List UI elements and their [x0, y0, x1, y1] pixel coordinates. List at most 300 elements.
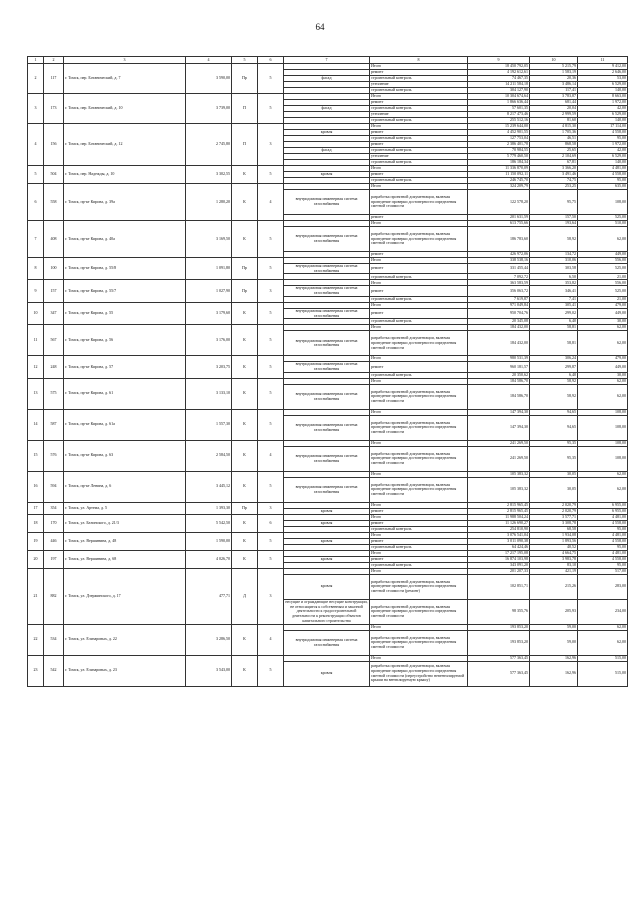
cost-per-sqm: 2 104,69	[530, 154, 578, 160]
work-description: Итого	[370, 532, 468, 538]
address: г. Томск, пер. Ботанический, д. 7	[64, 64, 186, 94]
cost-per-sqm: 3 308,78	[530, 520, 578, 526]
work-description: Итого	[370, 624, 468, 630]
cost-per-sqm: 95,35	[530, 446, 578, 471]
header-cell: 9	[468, 57, 530, 64]
wall-material: Д	[232, 568, 258, 624]
area: 477,71	[186, 568, 232, 624]
building-id: 567	[44, 325, 64, 356]
cost-per-sqm: 421,19	[530, 568, 578, 574]
cost-total: 201 207,33	[468, 568, 530, 574]
cost-limit: 1 972,00	[578, 100, 628, 106]
building-id: 558	[44, 184, 64, 221]
cost-total: 127 753,04	[468, 136, 530, 142]
work-description: строительный контроль	[370, 106, 468, 112]
cost-per-sqm: 74,75	[530, 178, 578, 184]
building-id: 170	[44, 514, 64, 532]
cost-total: 147 394,30	[468, 415, 530, 440]
work-description: Итого	[370, 378, 468, 384]
cost-total: 241 269,50	[468, 446, 530, 471]
cost-total: 3 011 090,38	[468, 538, 530, 544]
building-id: 504	[44, 166, 64, 184]
work-type: внутридомовая инженерная система газоснабжения	[284, 331, 370, 356]
cost-limit: 62,00	[578, 325, 628, 331]
work-description: Итого	[370, 302, 468, 308]
cost-total: 184 432,00	[468, 331, 530, 356]
work-description: разработка проектной документации, включая проведение проверки достоверности определения сметной стоимости	[370, 227, 468, 252]
header-cell: 6	[258, 57, 284, 64]
work-description: Итого	[370, 514, 468, 520]
header-cell: 7	[284, 57, 370, 64]
cost-per-sqm: 25,65	[530, 148, 578, 154]
cost-per-sqm: 95,35	[530, 440, 578, 446]
address: г. Томск, пр-кт Кирова, д. 57	[64, 356, 186, 378]
cost-total: 18 450 792,05	[468, 64, 530, 70]
address: г. Томск, ул. Вершинина, д. 68	[64, 550, 186, 568]
register-table-container	[27, 56, 627, 687]
cost-limit: 140,00	[578, 118, 628, 124]
cost-total: 201 631,59	[468, 215, 530, 221]
cost-total: 74 467,35	[468, 76, 530, 82]
cost-limit: 510,00	[578, 221, 628, 227]
work-type: внутридомовая инженерная система газоснабжения	[284, 446, 370, 471]
work-description: Итого	[370, 471, 468, 477]
work-type: кровля	[284, 508, 370, 514]
row-number: 21	[28, 568, 44, 624]
address: г. Томск, пр-кт Кирова, д. 61а	[64, 409, 186, 440]
cost-per-sqm: 58,92	[530, 384, 578, 409]
cost-limit: 234,00	[578, 599, 628, 624]
cost-limit: 62,00	[578, 384, 628, 409]
header-cell: 8	[370, 57, 468, 64]
address: г. Томск, ул. Елизаровых, д. 22	[64, 624, 186, 655]
cost-total: 331 455,44	[468, 264, 530, 274]
wall-material: К	[232, 221, 258, 258]
address: г. Томск, ул. Артема, д. 5	[64, 502, 186, 514]
building-id: 347	[44, 302, 64, 324]
work-description: ремонт	[370, 172, 468, 178]
cost-per-sqm: 83,10	[530, 562, 578, 568]
work-description: строительный контроль	[370, 526, 468, 532]
cost-total: 338 538,16	[468, 258, 530, 264]
page-number: 64	[315, 22, 325, 32]
row-number: 7	[28, 221, 44, 258]
work-description: разработка проектной документации, включая проведение проверки достоверности определения сметной стоимости	[370, 331, 468, 356]
work-type: внутридомовая инженерная система газоснабжения	[284, 308, 370, 318]
address: г. Томск, пер. Ботанический, д. 10	[64, 94, 186, 124]
cost-limit: 140,00	[578, 160, 628, 166]
cost-per-sqm: 59,00	[530, 630, 578, 655]
building-id: 882	[44, 568, 64, 624]
cost-total: 16 874 103,98	[468, 556, 530, 562]
cost-per-sqm: 5 215,79	[530, 64, 578, 70]
work-type: внутридомовая инженерная система газоснабжения	[284, 415, 370, 440]
cost-total: 10 304 674,64	[468, 94, 530, 100]
cost-total: 3 076 541,04	[468, 532, 530, 538]
cost-per-sqm: 162,96	[530, 655, 578, 661]
cost-limit: 53,00	[578, 76, 628, 82]
wall-material: К	[232, 166, 258, 184]
work-description: ремонт	[370, 252, 468, 258]
address: г. Томск, пр-кт Кирова, д. 55/8	[64, 258, 186, 280]
work-description: разработка проектной документации, включая проведение проверки достоверности определения сметной стоимости (ремонт)	[370, 574, 468, 599]
cost-limit: 95,00	[578, 136, 628, 142]
cost-total: 254 810,90	[468, 526, 530, 532]
cost-total: 577 363,45	[468, 661, 530, 686]
cost-total: 7 619,87	[468, 296, 530, 302]
cost-per-sqm: 81,60	[530, 118, 578, 124]
work-description: ремонт	[370, 286, 468, 296]
cost-total: 70 984,55	[468, 148, 530, 154]
cost-limit: 42,00	[578, 106, 628, 112]
cost-limit: 108,00	[578, 190, 628, 215]
cost-limit: 9 412,00	[578, 64, 628, 70]
work-type: кровля	[284, 556, 370, 562]
floors: 5	[258, 94, 284, 124]
cost-per-sqm: 46,51	[530, 136, 578, 142]
work-description: разработка проектной документации, включая проведение проверки достоверности определения сметной стоимости	[370, 190, 468, 215]
cost-total: 11 336 870,09	[468, 166, 530, 172]
work-type: внутридомовая инженерная система газоснабжения	[284, 264, 370, 274]
cost-limit: 4 558,00	[578, 130, 628, 136]
floors: 6	[258, 514, 284, 532]
cost-per-sqm: 58,92	[530, 378, 578, 384]
work-description: Итого	[370, 221, 468, 227]
wall-material: Пр	[232, 64, 258, 94]
area: 3 176,00	[186, 325, 232, 356]
area: 4 026,70	[186, 550, 232, 568]
work-description: разработка проектной документации, включая проведение проверки достоверности определения сметной стоимости	[370, 630, 468, 655]
work-description: утепление	[370, 154, 468, 160]
work-description: ремонт	[370, 308, 468, 318]
cost-total: 17 217 195,08	[468, 550, 530, 556]
cost-per-sqm: 58,92	[530, 227, 578, 252]
work-description: строительный контроль	[370, 319, 468, 325]
work-type: несущие и ограждающие несущие конструкции, не относящиеся к собственным и заказной деятельности к градостроительной деятельности к реконструкции объектов капитального строительства	[285, 599, 368, 623]
cost-total: 246 745,70	[468, 178, 530, 184]
cost-limit: 17 114,00	[578, 124, 628, 130]
work-type: внутридомовая инженерная система газоснабжения	[284, 630, 370, 655]
cost-total: 57 601,35	[468, 106, 530, 112]
work-description: Итого	[370, 409, 468, 415]
cost-per-sqm: 68,58	[530, 526, 578, 532]
address: г. Томск, пр-кт Кирова, д. 56	[64, 325, 186, 356]
building-id: 576	[44, 440, 64, 471]
cost-limit: 517,00	[578, 568, 628, 574]
area: 2 745,80	[186, 124, 232, 166]
cost-total: 186 184,34	[468, 160, 530, 166]
row-number: 10	[28, 302, 44, 324]
cost-per-sqm: 353,82	[530, 280, 578, 286]
cost-per-sqm: 868,58	[530, 142, 578, 148]
work-description: разработка проектной документации, включая проведение проверки достоверности определения сметной стоимости	[370, 446, 468, 471]
cost-limit: 556,00	[578, 258, 628, 264]
wall-material: К	[232, 514, 258, 532]
work-description: утепление	[370, 82, 468, 88]
area: 3 543,00	[186, 655, 232, 686]
cost-total: 304 127,90	[468, 88, 530, 94]
row-number: 16	[28, 471, 44, 502]
building-id: 156	[44, 124, 64, 166]
cost-total: 11 988 504,24	[468, 514, 530, 520]
address: г. Томск, пр-кт Кирова, д. 55	[64, 302, 186, 324]
building-id: 117	[44, 64, 64, 94]
wall-material: К	[232, 655, 258, 686]
cost-limit: 4 558,00	[578, 556, 628, 562]
cost-total: 7 092,72	[468, 274, 530, 280]
cost-total: 4 192 612,61	[468, 70, 530, 76]
cost-per-sqm: 58,81	[530, 325, 578, 331]
building-id: 157	[44, 280, 64, 302]
cost-limit: 283,00	[578, 574, 628, 599]
work-description: строительный контроль	[370, 544, 468, 550]
work-description: строительный контроль	[370, 88, 468, 94]
wall-material: Пр	[232, 502, 258, 514]
cost-per-sqm: 253,25	[530, 184, 578, 190]
address: г. Томск, ул. Елизаровых, д. 23	[64, 655, 186, 686]
cost-per-sqm: 2 999,59	[530, 112, 578, 118]
cost-limit: 479,00	[578, 356, 628, 362]
area: 1 280,20	[186, 184, 232, 221]
cost-total: 255 512,16	[468, 118, 530, 124]
cost-total: 971 049,84	[468, 302, 530, 308]
building-id: 534	[44, 624, 64, 655]
cost-total: 98 355,76	[468, 599, 530, 624]
cost-per-sqm: 94,65	[530, 409, 578, 415]
work-description: ремонт	[370, 264, 468, 274]
row-number: 13	[28, 378, 44, 409]
area: 3 179,60	[186, 302, 232, 324]
floors: 5	[258, 166, 284, 184]
work-type: кровля	[284, 130, 370, 136]
wall-material: К	[232, 378, 258, 409]
cost-limit: 2 646,00	[578, 70, 628, 76]
work-description: Итого	[370, 325, 468, 331]
work-type: фасад	[284, 76, 370, 82]
work-type: внутридомовая инженерная система газоснабжения	[284, 477, 370, 502]
cost-per-sqm: 303,58	[530, 264, 578, 274]
row-number: 20	[28, 550, 44, 568]
work-description: Итого	[370, 184, 468, 190]
address: г. Томск, пр-кт Кирова, д. 55/7	[64, 280, 186, 302]
work-description: ремонт	[370, 100, 468, 106]
work-description: ремонт	[370, 556, 468, 562]
cost-limit: 21,00	[578, 296, 628, 302]
wall-material: К	[232, 550, 258, 568]
cost-per-sqm: 205,93	[530, 599, 578, 624]
work-description: ремонт	[370, 142, 468, 148]
work-description: строительный контроль	[370, 296, 468, 302]
floors: 5	[258, 302, 284, 324]
cost-per-sqm: 20,36	[530, 76, 578, 82]
work-type: кровля	[284, 520, 370, 526]
work-description: строительный контроль	[370, 118, 468, 124]
cost-total: 426 972,06	[468, 252, 530, 258]
cost-per-sqm: 59,00	[530, 624, 578, 630]
work-description: Итого	[370, 124, 468, 130]
address: г. Томск, пер. Надежды, д. 10	[64, 166, 186, 184]
row-number: 19	[28, 532, 44, 550]
cost-limit: 95,00	[578, 178, 628, 184]
cost-limit: 95,00	[578, 526, 628, 532]
cost-limit: 62,00	[578, 227, 628, 252]
cost-total: 980 531,39	[468, 356, 530, 362]
cost-limit: 4 558,00	[578, 520, 628, 526]
work-description: ремонт	[370, 538, 468, 544]
area: 3 590,00	[186, 64, 232, 94]
work-description: Итого	[370, 568, 468, 574]
work-description: ремонт	[370, 362, 468, 372]
wall-material: К	[232, 471, 258, 502]
area: 1 557,30	[186, 409, 232, 440]
work-description: разработка проектной документации, включая проведение проверки достоверности определения сметной стоимости	[370, 415, 468, 440]
cost-per-sqm: 20,04	[530, 106, 578, 112]
cost-limit: 62,00	[578, 477, 628, 502]
floors: 3	[258, 124, 284, 166]
building-id: 100	[44, 258, 64, 280]
header-cell: 3	[64, 57, 186, 64]
work-description: Итого	[370, 280, 468, 286]
header-cell: 5	[232, 57, 258, 64]
cost-limit: 62,00	[578, 378, 628, 384]
cost-total: 15 239 644,00	[468, 124, 530, 130]
wall-material: К	[232, 325, 258, 356]
work-description: разработка проектной документации, включая проведение проверки достоверности определения сметной стоимости	[370, 477, 468, 502]
header-cell: 1	[28, 57, 44, 64]
area: 5 542,50	[186, 514, 232, 532]
cost-total: 356 063,72	[468, 286, 530, 296]
cost-per-sqm: 3 486,14	[530, 82, 578, 88]
cost-total: 14 211 584,18	[468, 82, 530, 88]
cost-per-sqm: 3 366,20	[530, 166, 578, 172]
cost-per-sqm: 134,72	[530, 252, 578, 258]
address: г. Томск, пр-кт Кирова, д. 61	[64, 378, 186, 409]
cost-limit: 6 955,00	[578, 508, 628, 514]
cost-total: 2 815 965,45	[468, 502, 530, 508]
cost-limit: 6 529,00	[578, 112, 628, 118]
area: 3 169,50	[186, 221, 232, 258]
wall-material: К	[232, 302, 258, 324]
cost-total: 186 783,60	[468, 227, 530, 252]
wall-material: Пр	[232, 258, 258, 280]
work-type: внутридомовая инженерная система газоснабжения	[284, 286, 370, 296]
area: 3 286,50	[186, 624, 232, 655]
register-table	[27, 56, 628, 687]
row-number: 3	[28, 94, 44, 124]
cost-per-sqm: 40,52	[530, 544, 578, 550]
cost-per-sqm: 3 577,71	[530, 514, 578, 520]
cost-limit: 479,00	[578, 302, 628, 308]
header-cell: 2	[44, 57, 64, 64]
cost-limit: 21,00	[578, 274, 628, 280]
address: г. Томск, ул. Белинского, д. 21/3	[64, 514, 186, 532]
work-description: строительный контроль	[370, 562, 468, 568]
row-number: 11	[28, 325, 44, 356]
cost-limit: 108,00	[578, 415, 628, 440]
address: г. Томск, пр-кт Кирова, д. 39а	[64, 184, 186, 221]
floors: 5	[258, 471, 284, 502]
work-description: строительный контроль	[370, 76, 468, 82]
row-number: 14	[28, 409, 44, 440]
cost-per-sqm: 4 815,30	[530, 124, 578, 130]
floors: 5	[258, 258, 284, 280]
building-id: 594	[44, 471, 64, 502]
cost-limit: 449,00	[578, 308, 628, 318]
cost-limit: 6 529,00	[578, 82, 628, 88]
wall-material: П	[232, 124, 258, 166]
building-id: 446	[44, 532, 64, 550]
cost-per-sqm: 2 020,79	[530, 502, 578, 508]
row-number: 23	[28, 655, 44, 686]
cost-per-sqm: 162,96	[530, 661, 578, 686]
cost-per-sqm: 6,50	[530, 274, 578, 280]
cost-per-sqm: 299,02	[530, 308, 578, 318]
cost-total: 193 853,20	[468, 624, 530, 630]
cost-per-sqm: 30,05	[530, 471, 578, 477]
cost-limit: 4 558,00	[578, 538, 628, 544]
work-type: внутридомовая инженерная система газоснабжения	[284, 190, 370, 215]
address: г. Томск, ул. Дзержинского, д. 17	[64, 568, 186, 624]
work-description: Итого	[370, 356, 468, 362]
cost-limit: 525,00	[578, 215, 628, 221]
cost-limit: 140,00	[578, 88, 628, 94]
floors: 4	[258, 184, 284, 221]
floors: 5	[258, 325, 284, 356]
building-id: 587	[44, 409, 64, 440]
row-number: 12	[28, 356, 44, 378]
work-description: строительный контроль	[370, 148, 468, 154]
area: 2 584,50	[186, 440, 232, 471]
cost-limit: 42,00	[578, 148, 628, 154]
wall-material: П	[232, 94, 258, 124]
cost-limit: 4 481,00	[578, 514, 628, 520]
work-description: Итого	[370, 258, 468, 264]
cost-limit: 95,00	[578, 544, 628, 550]
address: г. Томск, пер. Ботанический, д. 12	[64, 124, 186, 166]
cost-total: 950 704,76	[468, 308, 530, 318]
cost-limit: 635,00	[578, 184, 628, 190]
cost-per-sqm: 4 664,75	[530, 550, 578, 556]
work-description: ремонт	[370, 130, 468, 136]
floors: 3	[258, 280, 284, 302]
work-description: Итого	[370, 550, 468, 556]
address: г. Томск, пр-кт Кирова, д. 40а	[64, 221, 186, 258]
cost-total: 613 755,66	[468, 221, 530, 227]
cost-total: 577 363,45	[468, 655, 530, 661]
work-description: Итого	[370, 502, 468, 508]
wall-material: К	[232, 409, 258, 440]
wall-material: К	[232, 624, 258, 655]
cost-total: 1 866 636,44	[468, 100, 530, 106]
wall-material: К	[232, 440, 258, 471]
building-id: 354	[44, 502, 64, 514]
cost-limit: 4 481,00	[578, 550, 628, 556]
work-type: фасад	[284, 148, 370, 154]
cost-limit: 62,00	[578, 471, 628, 477]
cost-limit: 4 558,00	[578, 172, 628, 178]
cost-per-sqm: 299,87	[530, 362, 578, 372]
cost-per-sqm: 117,41	[530, 88, 578, 94]
floors: 4	[258, 440, 284, 471]
work-type: внутридомовая инженерная система газоснабжения	[284, 227, 370, 252]
cost-limit: 62,00	[578, 624, 628, 630]
cost-total: 324 209,79	[468, 184, 530, 190]
cost-per-sqm: 30,05	[530, 477, 578, 502]
cost-limit: 525,00	[578, 264, 628, 274]
work-description: разработка проектной документации, включая проведение проверки достоверности определения сметной стоимости (переустройство невентилируемой крыши на вентилируемую крышу)	[370, 661, 468, 686]
address: г. Томск, ул. Вершинина, д. 48	[64, 532, 186, 550]
floors: 5	[258, 409, 284, 440]
